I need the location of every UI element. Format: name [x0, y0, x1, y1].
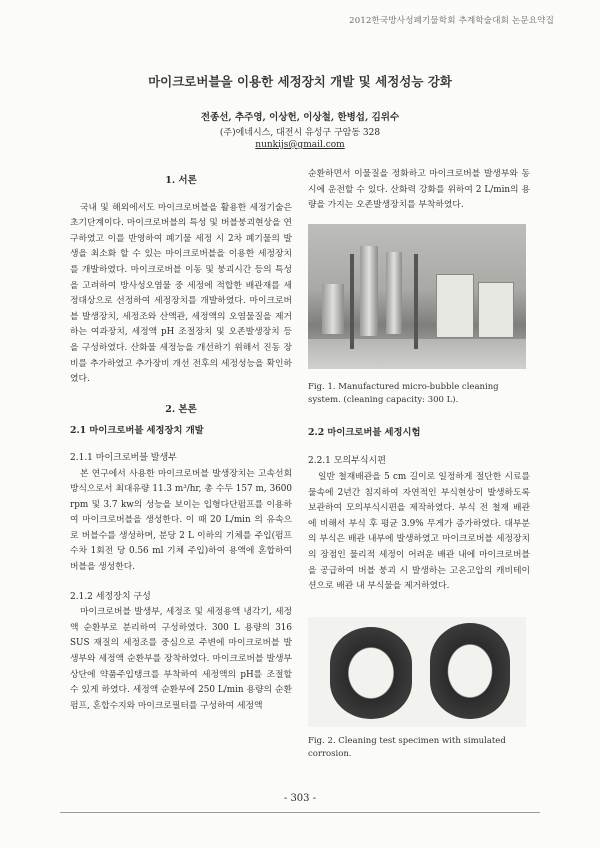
corroded-pipe-ring	[430, 623, 510, 719]
photo-tank	[322, 284, 344, 334]
photo-tank	[360, 246, 378, 336]
authors: 전종선, 추주영, 이상헌, 이상철, 한병섭, 김위수	[200, 112, 400, 123]
corroded-pipe-ring	[330, 627, 412, 719]
subsection-2-2-title: 2.2 마이크로버블 세정시험	[308, 426, 421, 438]
photo-cabinet	[436, 274, 474, 338]
page-number: - 303 -	[283, 793, 317, 804]
section-body-title: 2. 본론	[165, 403, 197, 415]
intro-paragraph: 국내 및 해외에서도 마이크로버블을 활용한 세정기술은 초기단계이다. 마이크로버블의 특성 및 버블붕괴현상을 연구하였고 이를 반영하여 폐기물 세정 시 2차 폐기물의 발생을 최소화 할 수 있는 마이크로버블을 이용한 세정장치를 개발하였다. 마이크로버블 이동 및 붕괴시간 등의 특성을 고려하여 방사성오염물 중 세정에 적합한 배관재를 세정대상으로 선정하여 세정장치를 개발하였다. 마이크로버블 발생장치, 세정조와 산액관, 세정액의 오염물질을 제거하는 여과장치, 세정액 pH 조절장치 및 오존발생장치 등을 구성하였다. 산화물 세정능을 개선하기 위해서 진동 장비를 추가하였고 추가장비 개선 전후의 세정성능을 확인하였다.	[70, 202, 292, 385]
specimen-photo	[308, 617, 526, 727]
email-link[interactable]: nunkijs@gmail.com	[255, 140, 345, 150]
paper-title: 마이크로버블을 이용한 세정장치 개발 및 세정성능 강화	[148, 74, 452, 89]
photo-tank	[386, 252, 402, 334]
photo-frame	[414, 254, 418, 349]
photo-cabinet	[478, 282, 514, 338]
bubble-generator-paragraph: 본 연구에서 사용한 마이크로버블 발생장치는 고속선회방식으로서 최대유량 11.3 m³/hr, 총 수두 157 m, 3600 rpm 및 3.7 kw의 성능을 보이는 입형다단펌프를 이용하여 마이크로버블을 생성한다. 이 때 20 L/min 의 유속으로 버블수를 생성하며, 분당 2 L 이하의 기체를 주입(펌프 수차 1회전 당 0.56 ml 기체 주입)하여 용액에 혼합하여 버블을 생성한다.	[70, 468, 292, 573]
subsection-2-1-title: 2.1 마이크로버블 세정장치 개발	[70, 425, 204, 437]
affiliation: (주)에네시스, 대전시 유성구 구암동 328	[219, 128, 381, 138]
subsection-2-1-2-title: 2.1.2 세정장치 구성	[70, 591, 151, 602]
photo-frame	[350, 254, 354, 349]
specimen-paragraph: 일반 철재배관을 5 cm 길이로 일정하게 절단한 시료를 물속에 2년간 침지하여 자연적인 부식현상이 발생하도록 보관하여 모의부식시편을 제작하였다. 부식 전 철재 배관에 비해서 부식 후 평균 3.9% 무게가 증가하였다. 대부분의 부식은 배관 내부에 발생하였고 마이크로버블 세정장치의 장점인 물리적 세정이 어려운 배관 내에 마이크로버블을 공급하여 버블 붕괴 시 발생하는 고온고압의 캐비테이션으로 배관 내 부식물을 제거하였다.	[308, 471, 530, 592]
figure-2-caption: Fig. 2. Cleaning test specimen with simulated corrosion.	[308, 735, 506, 759]
continued-paragraph: 순환하면서 이물질을 정화하고 마이크로버블 발생부와 동시에 운전할 수 있다. 산화력 강화를 위하여 2 L/min의 용량을 가지는 오존발생장치를 부착하였다.	[308, 169, 530, 211]
subsection-2-1-1-title: 2.1.1 마이크로버블 발생부	[70, 452, 177, 463]
cleaning-device-paragraph: 마이크로버블 발생부, 세정조 및 세정용액 냉각기, 세정액 순환부로 분리하여 구성하였다. 300 L 용량의 316 SUS 재질의 세정조를 중심으로 주변에 마이크로버블 발생부와 세정액 순환부를 장착하였다. 마이크로버블 발생부 상단에 약품주입탱크를 부착하여 세정액의 pH를 조절할 수 있게 하였다. 세정액 순환부에 250 L/min 용량의 순환펌프, 혼합수지와 마이크로필터를 구성하여 세정액	[70, 607, 292, 711]
section-intro-title: 1. 서론	[165, 175, 197, 186]
footer-divider	[60, 812, 540, 813]
subsection-2-2-1-title: 2.2.1 모의부식시편	[308, 456, 386, 467]
right-column	[308, 167, 530, 761]
proceedings-header: 2012한국방사성폐기물학회 추계학술대회 논문요약집	[349, 16, 554, 26]
cleaning-system-photo	[308, 224, 526, 369]
left-column	[70, 173, 292, 714]
figure-1-caption: Fig. 1. Manufactured micro-bubble cleaning system. (cleaning capacity: 300 L).	[308, 381, 499, 405]
